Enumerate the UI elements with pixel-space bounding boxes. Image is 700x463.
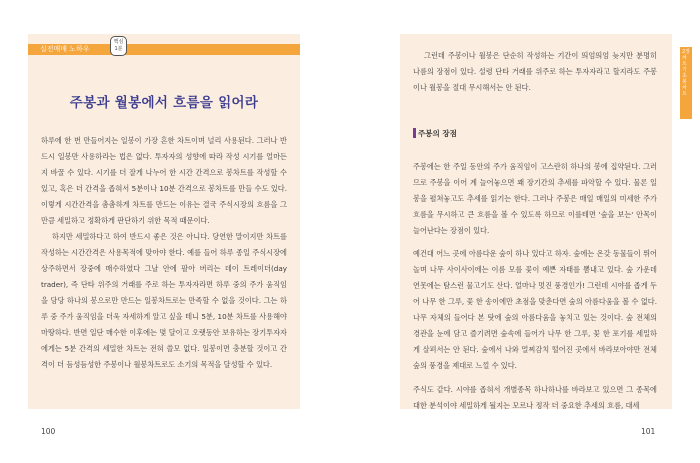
page-title: 주봉과 월봉에서 흐름을 읽어라: [69, 95, 259, 111]
chapter-side-tab-label: 2장 차트기초 봉차트: [682, 49, 691, 97]
paragraph: 예건대 어느 곳에 아름다운 숲이 하나 있다고 하자. 숲에는 온갖 동물들이 뛰어놀며 나무 사이사이에는 이름 모를 꽃이 예쁜 자태를 뽐내고 있다. 숲 가운데 연못에는 탐스런 물고기도 산다. 얼마나 멋진 풍경인가! 그런데 시야를 좁게 두어 나무 한 그루, 꽃 한 송이에만 초점을 맞춘다면 숲의 아름다움을 볼 수 없다. 나무 자체의 들어다 본 탓에 숲의 아름다움을 놓치고 있는 것이다. 숲 전체의 경관을 눈에 담고 즐기려면 숲속에 들어가 나무 한 그루, 꽃 한 포기를 세밀하게 살펴서는 안 된다. 숲에서 나와 멀찌감치 떨어진 곳에서 바라보아야만 전체 숲의 풍경을 제대로 느낄 수 있다.: [413, 249, 657, 371]
page-number-right: 101: [641, 427, 656, 436]
page-number-left: 100: [41, 427, 56, 436]
section-tab-label: 실전매매 노하우: [40, 45, 90, 53]
tip-badge-icon: [110, 36, 127, 56]
paragraph: 주식도 같다. 시야를 좁혀서 개별종목 하나하나를 바라보고 있으면 그 종목에 대한 분석이야 세밀하게 될지는 모르나 정작 더 중요한 추세의 흐름, 대세: [413, 384, 657, 410]
left-body-text: [41, 133, 287, 373]
badge-line-1: 핵심: [113, 39, 124, 45]
paragraph: 주봉에는 한 주일 동안의 주가 움직임이 고스란히 하나의 봉에 집약된다. 그러므로 주봉을 이어 계 늘어놓으면 꽤 장기간의 추세를 파악할 수 있다. 물론 일봉을 펼쳐놓고도 추세를 읽기는 한다. 그러나 주봉은 매일 매일의 미세한 주가 흐름을 무시하고 큰 흐름을 볼 수 있도록 하므로 이를테면 '숲을 보는' 안목이 늘어난다는 장점이 있다.: [413, 162, 657, 236]
paragraph: 하지만 세밀하다고 하여 반드시 좋은 것은 아니다. 당연한 말이지만 차트를 작성하는 시간간격은 사용목적에 맞아야 한다. 예를 들어 하루 종일 주식시장에 상주하면서 장중에 매수하였다 그날 안에 팔아 버리는 데이 트레이더(day trader), 즉 단타 위주의 거래를 주로 하는 투자자라면 하루 중의 주가 움직임을 담당 하나의 봉으로만 만드는 일봉차트로는 만족할 수 없을 것이다. 그는 하루 중 주가 움직임을 더욱 자세하게 알고 싶을 테니 5분, 10분 차트를 사용해야 마땅하다. 반면 일단 매수한 이후에는 몇 달이고 오랫동안 보유하는 장기투자자에게는 5분 간격의 세밀한 차트는 전혀 쓸모 없다. 일봉이면 충분할 것이고 간격이 더 듬성듬성한 주봉이나 월봉차트로도 소기의 목적을 달성할 수 있다.: [41, 232, 287, 369]
paragraph: 하루에 한 번 만들어지는 일봉이 가장 흔한 차트이며 널리 사용된다. 그러나 반드시 일봉만 사용하라는 법은 없다. 투자자의 성향에 따라 작성 시기를 얼마든지 바꿀 수 있다. 시기를 더 잘게 나누어 한 시간 간격으로 봉차트를 작성할 수 있고, 혹은 더 간격을 좁혀서 5분이나 10분 간격으로 봉차트를 만들 수도 있다. 이렇게 시간간격을 촘촘하게 차트를 만드는 이유는 결국 주식시장의 흐름을 그만큼 세밀하고 정확하게 판단하기 위한 목적 때문이다.: [41, 136, 287, 225]
section-heading-marker: [413, 128, 416, 138]
right-body-text: [413, 152, 657, 421]
section-heading: 주봉의 장점: [418, 129, 457, 138]
badge-line-2: 1분: [114, 46, 123, 52]
paragraph: 그런데 주봉이나 월봉은 단순히 작성하는 기간이 띄엄띄엄 늦지만 분명히 나름의 장점이 있다. 설령 단타 거래를 위주로 하는 투자자라고 할지라도 주봉이나 월봉을 절대 무시해서는 안 된다.: [413, 51, 657, 92]
right-intro-text: [413, 48, 657, 96]
